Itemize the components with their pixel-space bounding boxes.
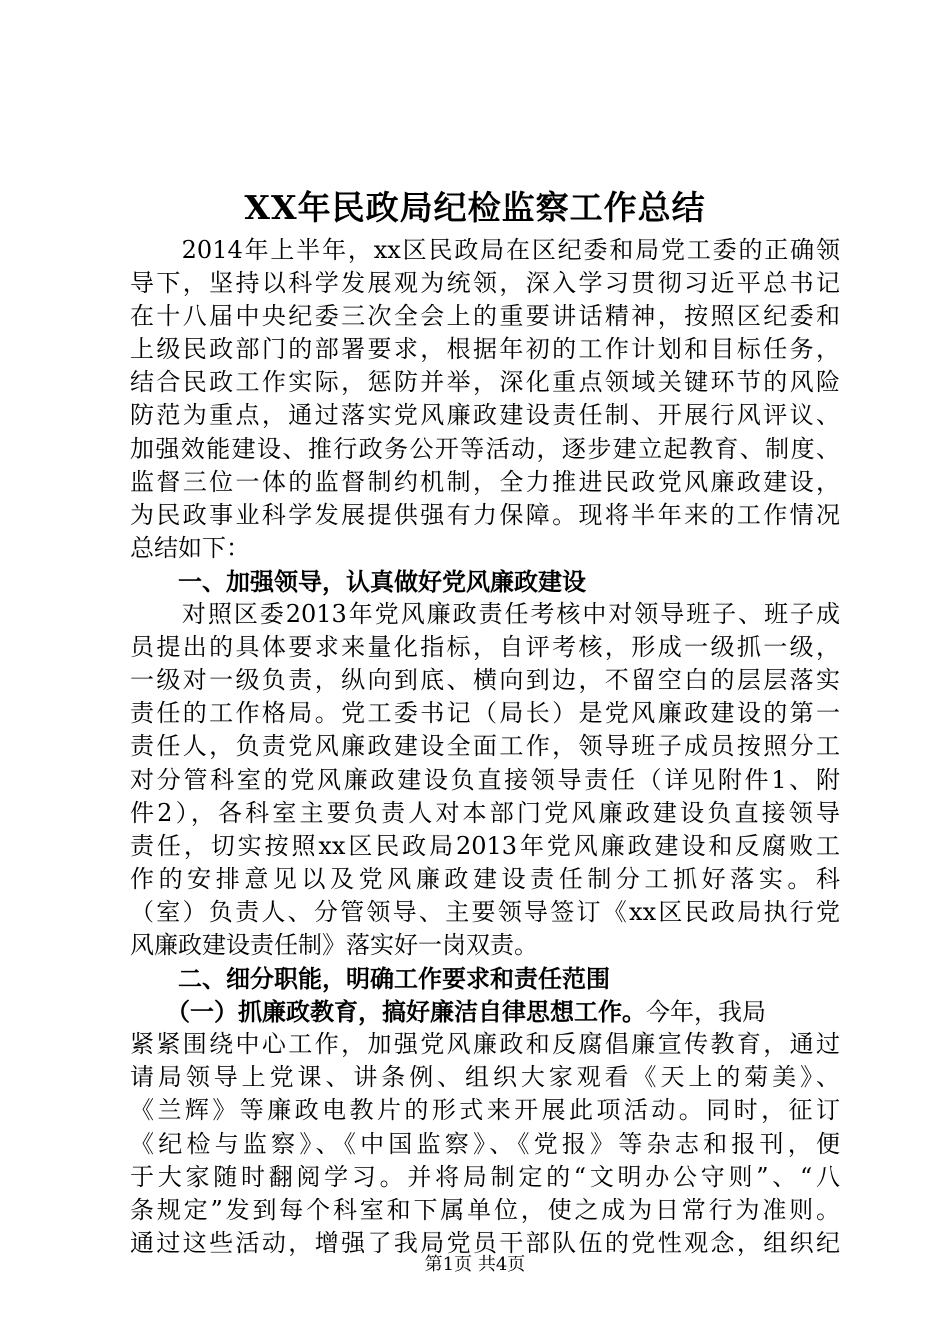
body-text-line: 风廉政建设责任制》落实好一岗双责。 bbox=[130, 930, 538, 959]
body-text-line: 监督三位一体的监督制约机制，全力推进民政党风廉政建设， bbox=[130, 467, 840, 496]
body-text-line: 2014年上半年，xx区民政局在区纪委和局党工委的正确领 bbox=[130, 236, 840, 264]
body-text-line: 紧紧围绕中心工作，加强党风廉政和反腐倡廉宣传教育，通过 bbox=[130, 1030, 840, 1059]
section-heading: 二、细分职能，明确工作要求和责任范围 bbox=[130, 964, 610, 994]
body-text-line: 条规定”发到每个科室和下属单位，使之成为日常行为准则。 bbox=[130, 1195, 840, 1224]
body-text-line: 防范为重点，通过落实党风廉政建设责任制、开展行风评议、 bbox=[130, 401, 840, 430]
body-text-line: 请局领导上党课、讲条例、组织大家观看《天上的菊美》、 bbox=[130, 1063, 840, 1092]
body-text-line: （室）负责人、分管领导、主要领导签订《xx区民政局执行党 bbox=[130, 897, 840, 926]
body-text-line: 通过这些活动，增强了我局党员干部队伍的党性观念，组织纪 bbox=[130, 1228, 840, 1257]
body-text-line: 作的安排意见以及党风廉政建设责任制分工抓好落实。科 bbox=[130, 864, 840, 893]
body-text-line: 《兰辉》等廉政电教片的形式来开展此项活动。同时，征订 bbox=[130, 1096, 840, 1125]
body-text-line: 在十八届中央纪委三次全会上的重要讲话精神，按照区纪委和 bbox=[130, 302, 840, 331]
body-text-line: 总结如下： bbox=[130, 533, 250, 562]
body-text-line: 《纪检与监察》、《中国监察》、《党报》等杂志和报刊，便 bbox=[130, 1129, 840, 1158]
body-text: 今年，我局 bbox=[646, 998, 766, 1027]
body-text-line: 为民政事业科学发展提供强有力保障。现将半年来的工作情况 bbox=[130, 500, 840, 529]
body-text-line: 对分管科室的党风廉政建设负直接领导责任（详见附件1、附 bbox=[130, 765, 840, 794]
subsection-heading: （一）抓廉政教育，搞好廉洁自律思想工作。 bbox=[130, 997, 646, 1027]
document-body bbox=[130, 234, 840, 1260]
body-text-line: 责任人，负责党风廉政建设全面工作，领导班子成员按照分工 bbox=[130, 732, 840, 761]
body-text-line: 加强效能建设、推行政务公开等活动，逐步建立起教育、制度、 bbox=[130, 434, 840, 463]
body-text-line: 责任的工作格局。党工委书记（局长）是党风廉政建设的第一 bbox=[130, 699, 840, 728]
body-text-line: 于大家随时翻阅学习。并将局制定的“文明办公守则”、“八 bbox=[130, 1162, 840, 1191]
body-text-line bbox=[130, 995, 840, 1028]
page-footer: 第1页 共4页 bbox=[424, 1254, 526, 1275]
body-text-line: 责任，切实按照xx区民政局2013年党风廉政建设和反腐败工 bbox=[130, 831, 840, 860]
body-text-line: 件2），各科室主要负责人对本部门党风廉政建设负直接领导 bbox=[130, 798, 840, 827]
body-text-line: 结合民政工作实际，惩防并举，深化重点领域关键环节的风险 bbox=[130, 368, 840, 397]
document-title: XX年民政局纪检监察工作总结 bbox=[244, 188, 706, 227]
section-heading: 一、加强领导，认真做好党风廉政建设 bbox=[130, 566, 586, 596]
body-text-line: 一级对一级负责，纵向到底、横向到边，不留空白的层层落实 bbox=[130, 666, 840, 695]
body-text-line: 员提出的具体要求来量化指标，自评考核，形成一级抓一级， bbox=[130, 633, 840, 662]
body-text-line: 上级民政部门的部署要求，根据年初的工作计划和目标任务， bbox=[130, 335, 840, 364]
body-text-line: 对照区委2013年党风廉政责任考核中对领导班子、班子成 bbox=[130, 600, 840, 629]
body-text-line: 导下，坚持以科学发展观为统领，深入学习贯彻习近平总书记 bbox=[130, 269, 840, 298]
